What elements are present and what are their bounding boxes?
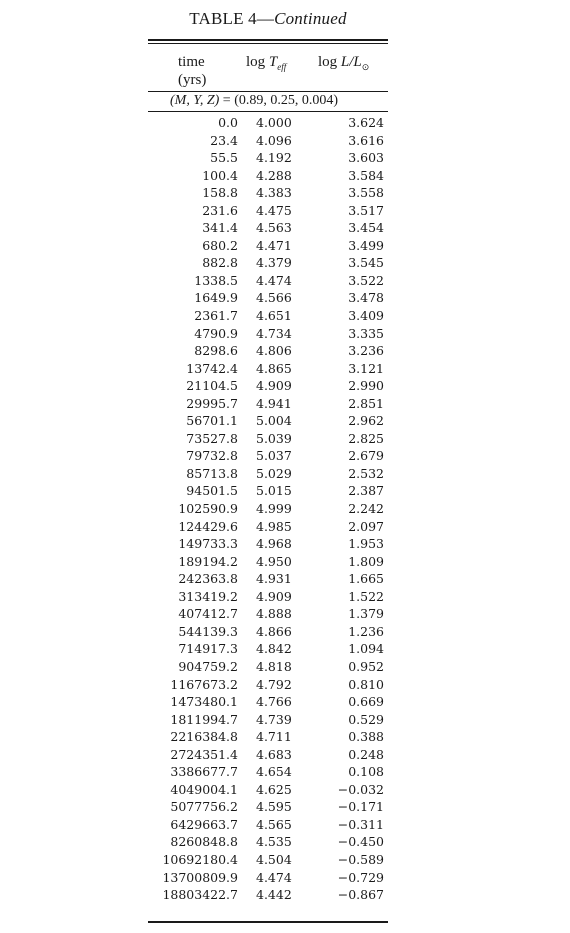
cell-time: 102590.9 (178, 501, 238, 517)
cell-log-teff: 4.654 (256, 764, 292, 780)
teff-symbol: T (268, 54, 278, 70)
parameter-values: (0.89, 0.25, 0.004) (234, 93, 339, 108)
cell-log-luminosity: 3.478 (348, 290, 384, 306)
table-row (148, 869, 388, 887)
cell-log-teff: 4.288 (256, 167, 292, 183)
cell-log-teff: 4.888 (256, 606, 292, 622)
cell-log-teff: 4.985 (256, 518, 292, 534)
cell-time: 2724351.4 (170, 746, 238, 762)
cell-time: 149733.3 (178, 536, 238, 552)
column-header-log-luminosity (318, 53, 369, 72)
cell-log-luminosity: 0.248 (348, 746, 384, 762)
cell-log-teff: 4.818 (256, 658, 292, 674)
table-row (148, 588, 388, 606)
cell-time: 2216384.8 (170, 729, 238, 745)
cell-log-teff: 4.475 (256, 202, 292, 218)
cell-log-luminosity: −0.589 (337, 851, 384, 867)
cell-log-luminosity: 0.529 (348, 711, 384, 727)
cell-log-teff: 4.968 (256, 536, 292, 552)
cell-time: 4790.9 (194, 325, 238, 341)
cell-log-luminosity: 0.669 (348, 694, 384, 710)
cell-log-luminosity: 2.990 (348, 378, 384, 394)
cell-time: 55.5 (210, 150, 238, 166)
cell-time: 1649.9 (194, 290, 238, 306)
cell-log-teff: 4.806 (256, 343, 292, 359)
cell-time: 680.2 (202, 237, 238, 253)
cell-time: 1338.5 (194, 272, 238, 288)
cell-time: 2361.7 (194, 308, 238, 324)
cell-log-luminosity: 2.387 (348, 483, 384, 499)
cell-time: 56701.1 (186, 413, 238, 429)
cell-time: 13742.4 (186, 360, 238, 376)
table-row (148, 254, 388, 272)
cell-log-luminosity: 3.335 (348, 325, 384, 341)
cell-log-luminosity: −0.311 (337, 816, 384, 832)
cell-log-luminosity: 2.962 (348, 413, 384, 429)
table-row (148, 272, 388, 290)
cell-log-teff: 4.566 (256, 290, 292, 306)
cell-log-teff: 4.842 (256, 641, 292, 657)
cell-log-teff: 4.625 (256, 781, 292, 797)
table-row (148, 219, 388, 237)
table-row (148, 482, 388, 500)
cell-log-luminosity: 3.558 (348, 185, 384, 201)
top-rule-inner (148, 43, 388, 44)
table-row (148, 500, 388, 518)
cell-time: 158.8 (202, 185, 238, 201)
teff-subscript: eff (277, 62, 287, 72)
table-row (148, 114, 388, 132)
cell-log-teff: 4.931 (256, 571, 292, 587)
table-row (148, 763, 388, 781)
cell-log-teff: 4.442 (256, 887, 292, 903)
cell-time: 0.0 (218, 115, 238, 130)
cell-log-luminosity: 1.236 (348, 623, 384, 639)
table-row (148, 518, 388, 536)
table-row (148, 237, 388, 255)
cell-time: 231.6 (202, 202, 238, 218)
cell-log-teff: 4.474 (256, 869, 292, 885)
cell-time: 8298.6 (194, 343, 238, 359)
cell-log-luminosity: −0.867 (337, 887, 384, 903)
cell-log-luminosity: 3.603 (348, 150, 384, 166)
cell-log-luminosity: 1.094 (348, 641, 384, 657)
cell-log-teff: 4.651 (256, 308, 292, 324)
top-rule-outer (148, 39, 388, 41)
parameter-rule (148, 111, 388, 112)
cell-log-teff: 4.766 (256, 694, 292, 710)
cell-log-teff: 4.504 (256, 851, 292, 867)
cell-log-luminosity: 3.454 (348, 220, 384, 236)
table-row (148, 886, 388, 904)
table-row (148, 833, 388, 851)
table-row (148, 184, 388, 202)
cell-log-luminosity: 1.379 (348, 606, 384, 622)
table-row (148, 728, 388, 746)
cell-log-luminosity: 0.388 (348, 729, 384, 745)
table-row (148, 377, 388, 395)
cell-log-teff: 4.379 (256, 255, 292, 271)
cell-log-teff: 4.683 (256, 746, 292, 762)
cell-time: 21104.5 (186, 378, 238, 394)
cell-time: 94501.5 (186, 483, 238, 499)
cell-time: 79732.8 (186, 448, 238, 464)
caption-label: TABLE 4— (189, 9, 275, 28)
cell-log-luminosity: 3.545 (348, 255, 384, 271)
cell-log-teff: 4.565 (256, 816, 292, 832)
cell-time: 714917.3 (178, 641, 238, 657)
cell-log-teff: 5.004 (256, 413, 292, 429)
cell-log-teff: 4.711 (256, 729, 292, 745)
table-row (148, 202, 388, 220)
lum-symbol: L/L (340, 54, 362, 70)
cell-log-luminosity: 3.522 (348, 272, 384, 288)
cell-log-teff: 4.999 (256, 501, 292, 517)
cell-log-luminosity: 2.679 (348, 448, 384, 464)
cell-log-luminosity: 1.809 (348, 553, 384, 569)
cell-time: 341.4 (202, 220, 238, 236)
cell-time: 8260848.8 (170, 834, 238, 850)
table-row (148, 658, 388, 676)
table-body (148, 114, 388, 904)
cell-log-luminosity: −0.171 (337, 799, 384, 815)
table-caption (148, 9, 388, 29)
cell-time: 904759.2 (178, 658, 238, 674)
table-row (148, 746, 388, 764)
table-row (148, 325, 388, 343)
cell-time: 124429.6 (178, 518, 238, 534)
lum-prefix: log (318, 54, 341, 70)
cell-log-luminosity: 0.108 (348, 764, 384, 780)
column-header-time-label: time (178, 54, 205, 70)
model-parameters (170, 92, 338, 110)
table-row (148, 360, 388, 378)
cell-log-luminosity: 3.624 (348, 115, 384, 130)
cell-log-luminosity: 3.121 (348, 360, 384, 376)
cell-log-luminosity: 0.810 (348, 676, 384, 692)
cell-time: 882.8 (202, 255, 238, 271)
cell-log-teff: 4.739 (256, 711, 292, 727)
teff-prefix: log (246, 54, 269, 70)
table-row (148, 553, 388, 571)
column-header-log-teff (246, 53, 286, 72)
table-row (148, 676, 388, 694)
cell-log-teff: 4.941 (256, 395, 292, 411)
cell-log-luminosity: 2.532 (348, 465, 384, 481)
cell-time: 242363.8 (178, 571, 238, 587)
cell-time: 85713.8 (186, 465, 238, 481)
cell-log-luminosity: 2.097 (348, 518, 384, 534)
table-row (148, 132, 388, 150)
cell-time: 13700809.9 (162, 869, 238, 885)
cell-log-luminosity: 2.851 (348, 395, 384, 411)
parameter-equals: = (219, 93, 235, 108)
table-row (148, 395, 388, 413)
table-row (148, 430, 388, 448)
cell-log-teff: 5.037 (256, 448, 292, 464)
column-header-time (178, 53, 206, 89)
parameter-variables: (M, Y, Z) (170, 93, 220, 108)
cell-log-teff: 4.865 (256, 360, 292, 376)
cell-log-teff: 4.535 (256, 834, 292, 850)
cell-time: 313419.2 (178, 588, 238, 604)
table-row (148, 781, 388, 799)
cell-log-teff: 4.866 (256, 623, 292, 639)
column-header-time-unit: (yrs) (178, 72, 207, 88)
caption-continued: Continued (274, 9, 347, 28)
table-row (148, 447, 388, 465)
table-row (148, 851, 388, 869)
cell-log-teff: 4.734 (256, 325, 292, 341)
cell-time: 1473480.1 (170, 694, 238, 710)
table-row (148, 570, 388, 588)
cell-time: 6429663.7 (170, 816, 238, 832)
table-row (148, 693, 388, 711)
table-row (148, 465, 388, 483)
cell-log-luminosity: 3.409 (348, 308, 384, 324)
cell-log-teff: 5.015 (256, 483, 292, 499)
cell-log-teff: 4.950 (256, 553, 292, 569)
cell-log-teff: 4.474 (256, 272, 292, 288)
sun-symbol: ⊙ (361, 62, 370, 72)
cell-log-luminosity: 3.616 (348, 132, 384, 148)
cell-time: 100.4 (202, 167, 238, 183)
table-row (148, 289, 388, 307)
cell-log-teff: 4.792 (256, 676, 292, 692)
cell-log-teff: 5.029 (256, 465, 292, 481)
cell-time: 73527.8 (186, 430, 238, 446)
cell-time: 29995.7 (186, 395, 238, 411)
cell-log-teff: 4.471 (256, 237, 292, 253)
cell-log-luminosity: −0.450 (337, 834, 384, 850)
cell-log-luminosity: −0.032 (337, 781, 384, 797)
cell-time: 3386677.7 (170, 764, 238, 780)
table-row (148, 167, 388, 185)
cell-time: 23.4 (210, 132, 238, 148)
cell-log-luminosity: 3.584 (348, 167, 384, 183)
cell-log-luminosity: 2.825 (348, 430, 384, 446)
cell-log-teff: 4.096 (256, 132, 292, 148)
cell-time: 4049004.1 (170, 781, 238, 797)
cell-log-luminosity: 3.236 (348, 343, 384, 359)
table-row (148, 342, 388, 360)
cell-time: 5077756.2 (170, 799, 238, 815)
table-row (148, 711, 388, 729)
table-row (148, 623, 388, 641)
table-row (148, 535, 388, 553)
cell-time: 18803422.7 (162, 887, 238, 903)
table-row (148, 798, 388, 816)
table-row (148, 307, 388, 325)
cell-time: 189194.2 (178, 553, 238, 569)
cell-log-teff: 4.000 (256, 115, 292, 130)
bottom-rule (148, 921, 388, 923)
cell-log-luminosity: 1.665 (348, 571, 384, 587)
cell-log-teff: 4.909 (256, 588, 292, 604)
cell-log-teff: 4.192 (256, 150, 292, 166)
cell-time: 407412.7 (178, 606, 238, 622)
cell-log-teff: 4.563 (256, 220, 292, 236)
cell-time: 544139.3 (178, 623, 238, 639)
cell-log-luminosity: 0.952 (348, 658, 384, 674)
cell-time: 1167673.2 (170, 676, 238, 692)
table-row (148, 605, 388, 623)
table-row (148, 640, 388, 658)
table-row (148, 412, 388, 430)
cell-log-teff: 5.039 (256, 430, 292, 446)
cell-log-luminosity: 1.953 (348, 536, 384, 552)
cell-log-luminosity: 3.499 (348, 237, 384, 253)
cell-log-luminosity: 3.517 (348, 202, 384, 218)
cell-log-teff: 4.383 (256, 185, 292, 201)
cell-log-teff: 4.595 (256, 799, 292, 815)
cell-log-teff: 4.909 (256, 378, 292, 394)
cell-time: 10692180.4 (162, 851, 238, 867)
cell-log-luminosity: 1.522 (348, 588, 384, 604)
cell-time: 1811994.7 (170, 711, 238, 727)
table-row (148, 149, 388, 167)
cell-log-luminosity: 2.242 (348, 501, 384, 517)
table-row (148, 816, 388, 834)
cell-log-luminosity: −0.729 (337, 869, 384, 885)
